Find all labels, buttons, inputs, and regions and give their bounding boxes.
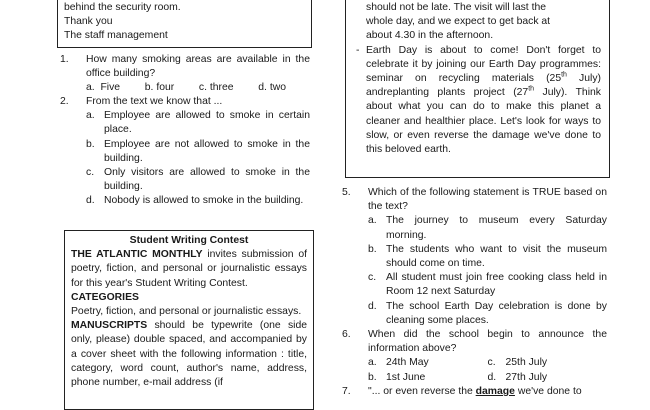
option-d[interactable]: d. 27th July: [487, 371, 548, 383]
option-c[interactable]: c. three: [198, 82, 234, 94]
manuscripts-text: MANUSCRIPTS should be typewrite (one side only, please) double spaced, and accompanied by a cover sheet with the following information : title, category, word count, author's name, address, phone number, e-mail address (if: [71, 320, 307, 389]
option-c[interactable]: c. Only visitors are allowed to smoke in the building.: [86, 167, 310, 193]
question-number: 2.: [60, 96, 69, 107]
option-grid: [368, 356, 607, 384]
question-1: [60, 53, 310, 96]
earth-day-text: Earth Day is about to come! Don't forget to celebrate it by joining our Earth Day programmes: seminar on recycling materials (25th July) andreplanting plants project (27th July). Think about what you can do to make this planet a cleaner and healthier place. Let's look for ways to slow, or even reverse the damage we've done to this beloved earth.: [366, 44, 601, 156]
announcement-box: [345, 0, 610, 178]
option-a[interactable]: a. 24th May: [368, 357, 429, 369]
announce-line: should not be late. The visit will last the: [366, 2, 547, 13]
question-number: 7.: [342, 386, 351, 397]
notice-box-top: [57, 0, 312, 48]
question-text: From the text we know that ...: [86, 96, 223, 107]
option-d[interactable]: d. The school Earth Day celebration is done by cleaning some places.: [368, 300, 607, 326]
bullet: -: [356, 44, 360, 56]
option-c[interactable]: c. 25th July: [487, 357, 548, 369]
question-text: When did the school begin to announce the information above?: [368, 329, 607, 355]
question-6: [342, 328, 607, 385]
question-text: "... or even reverse the damage we've done to: [368, 386, 582, 397]
underlined-word: damage: [475, 386, 515, 397]
option-b[interactable]: b. 1st June: [368, 371, 426, 383]
option-row: [86, 81, 286, 95]
question-text: How many smoking areas are available in the office building?: [86, 54, 310, 80]
notice-line: The staff management: [64, 30, 168, 42]
option-a[interactable]: a. Five: [86, 82, 121, 94]
question-number: 5.: [342, 187, 351, 198]
option-d[interactable]: d. two: [258, 82, 286, 94]
option-b[interactable]: b. Employee are not allowed to smoke in the building.: [86, 138, 310, 164]
question-text: Which of the following statement is TRUE based on the text?: [368, 187, 607, 213]
option-d[interactable]: d. Nobody is allowed to smoke in the building.: [86, 195, 304, 207]
option-b[interactable]: b. The students who want to visit the museum should come on time.: [368, 243, 607, 270]
option-a[interactable]: a. The journey to museum every Saturday morning.: [368, 215, 607, 241]
categories-text: Poetry, fiction, and personal or journalistic essays.: [71, 306, 302, 318]
categories-heading: CATEGORIES: [71, 291, 139, 303]
contest-box: [64, 230, 314, 410]
option-c[interactable]: c. All student must join free cooking class held in Room 12 next Saturday: [368, 272, 607, 298]
option-a[interactable]: a. Employee are allowed to smoke in certain place.: [86, 110, 310, 136]
question-2: [60, 95, 310, 209]
notice-line: Thank you: [64, 16, 113, 28]
notice-line: behind the security room.: [64, 2, 181, 13]
earth-day-item: [356, 44, 601, 158]
announce-line: about 4.30 in the afternoon.: [366, 30, 494, 42]
question-5: [342, 186, 607, 328]
question-number: 1.: [60, 54, 69, 65]
question-7: [342, 385, 607, 399]
announce-line: whole day, and we expect to get back at: [366, 16, 551, 28]
option-b[interactable]: b. four: [144, 82, 175, 94]
contest-title: Student Writing Contest: [129, 235, 249, 246]
contest-intro: THE ATLANTIC MONTHLY invites submission of poetry, fiction, and personal or journalistic essays for this year's Student Writing Contest.: [71, 249, 307, 289]
question-number: 6.: [342, 329, 351, 340]
